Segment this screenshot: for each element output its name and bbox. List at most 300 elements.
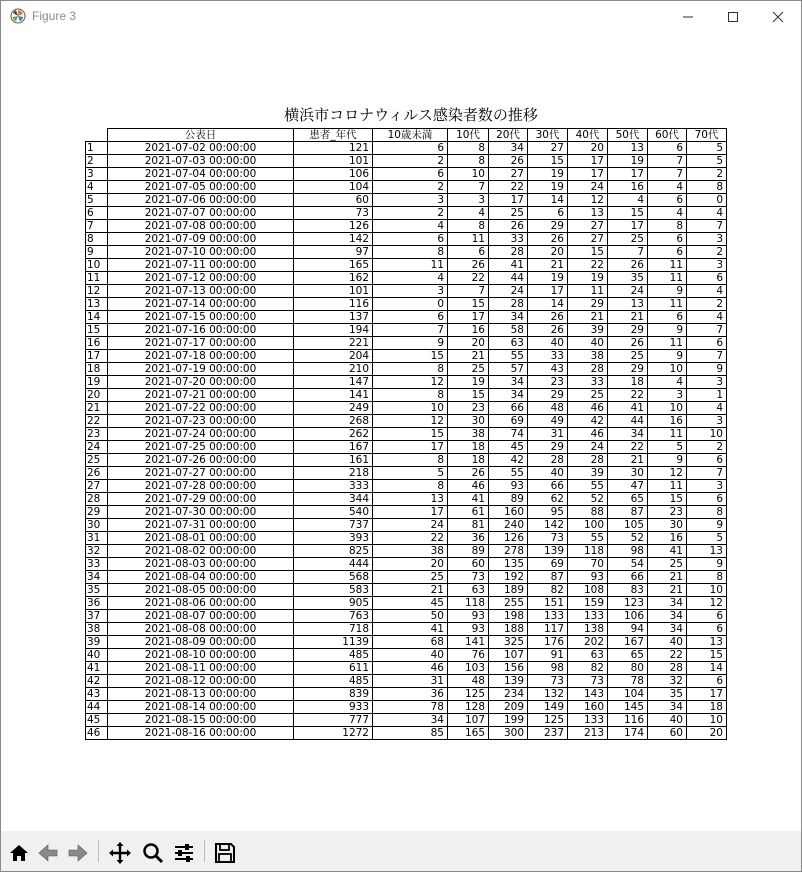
value-cell: 160 — [489, 506, 528, 519]
value-cell: 35 — [608, 272, 648, 285]
value-cell: 23 — [528, 376, 568, 389]
value-cell: 20 — [568, 142, 608, 155]
value-cell: 25 — [608, 233, 648, 246]
value-cell: 8 — [373, 246, 448, 259]
value-cell: 14 — [528, 194, 568, 207]
date-cell: 2021-07-13 00:00:00 — [108, 285, 294, 298]
row-index-cell: 9 — [86, 246, 108, 259]
value-cell: 6 — [448, 246, 489, 259]
value-cell: 57 — [489, 363, 528, 376]
header-index-cell — [86, 129, 108, 142]
value-cell: 106 — [294, 168, 373, 181]
value-cell: 7 — [687, 467, 727, 480]
row-index-cell: 19 — [86, 376, 108, 389]
table-row — [86, 701, 727, 714]
value-cell: 36 — [373, 688, 448, 701]
window-title: Figure 3 — [32, 9, 77, 23]
value-cell: 143 — [568, 688, 608, 701]
value-cell: 88 — [568, 506, 608, 519]
value-cell: 28 — [489, 246, 528, 259]
value-cell: 40 — [373, 649, 448, 662]
pan-button[interactable] — [106, 839, 134, 867]
value-cell: 40 — [528, 467, 568, 480]
value-cell: 13 — [608, 298, 648, 311]
date-cell: 2021-08-08 00:00:00 — [108, 623, 294, 636]
value-cell: 145 — [608, 701, 648, 714]
table-row — [86, 259, 727, 272]
value-cell: 19 — [528, 181, 568, 194]
value-cell: 41 — [373, 623, 448, 636]
value-cell: 73 — [448, 571, 489, 584]
value-cell: 95 — [528, 506, 568, 519]
table-row — [86, 363, 727, 376]
configure-subplots-icon — [173, 842, 195, 864]
value-cell: 34 — [489, 389, 528, 402]
value-cell: 221 — [294, 337, 373, 350]
value-cell: 611 — [294, 662, 373, 675]
value-cell: 34 — [648, 701, 687, 714]
value-cell: 189 — [489, 584, 528, 597]
toolbar-separator — [98, 840, 99, 862]
value-cell: 105 — [608, 519, 648, 532]
value-cell: 192 — [489, 571, 528, 584]
value-cell: 55 — [489, 350, 528, 363]
value-cell: 33 — [489, 233, 528, 246]
value-cell: 19 — [568, 272, 608, 285]
table-row — [86, 402, 727, 415]
value-cell: 103 — [448, 662, 489, 675]
table-row — [86, 272, 727, 285]
date-cell: 2021-07-07 00:00:00 — [108, 207, 294, 220]
minimize-button[interactable] — [665, 1, 711, 33]
value-cell: 0 — [687, 194, 727, 207]
value-cell: 7 — [448, 181, 489, 194]
value-cell: 14 — [687, 662, 727, 675]
value-cell: 9 — [648, 454, 687, 467]
value-cell: 6 — [687, 675, 727, 688]
date-cell: 2021-08-03 00:00:00 — [108, 558, 294, 571]
value-cell: 35 — [648, 688, 687, 701]
value-cell: 89 — [489, 493, 528, 506]
title-bar[interactable] — [1, 1, 801, 33]
value-cell: 32 — [648, 675, 687, 688]
value-cell: 73 — [294, 207, 373, 220]
date-cell: 2021-08-12 00:00:00 — [108, 675, 294, 688]
value-cell: 21 — [448, 350, 489, 363]
value-cell: 137 — [294, 311, 373, 324]
value-cell: 123 — [608, 597, 648, 610]
table-row — [86, 142, 727, 155]
date-cell: 2021-07-20 00:00:00 — [108, 376, 294, 389]
row-index-cell: 27 — [86, 480, 108, 493]
value-cell: 141 — [294, 389, 373, 402]
value-cell: 55 — [568, 480, 608, 493]
value-cell: 3 — [448, 194, 489, 207]
value-cell: 121 — [294, 142, 373, 155]
value-cell: 60 — [448, 558, 489, 571]
value-cell: 3 — [687, 233, 727, 246]
value-cell: 6 — [687, 610, 727, 623]
value-cell: 17 — [608, 220, 648, 233]
value-cell: 16 — [648, 532, 687, 545]
table-row — [86, 246, 727, 259]
forward-button[interactable] — [64, 839, 92, 867]
value-cell: 2 — [687, 168, 727, 181]
value-cell: 26 — [489, 220, 528, 233]
value-cell: 7 — [448, 285, 489, 298]
value-cell: 118 — [568, 545, 608, 558]
value-cell: 4 — [648, 376, 687, 389]
value-cell: 6 — [373, 168, 448, 181]
value-cell: 160 — [568, 701, 608, 714]
value-cell: 104 — [294, 181, 373, 194]
date-cell: 2021-07-21 00:00:00 — [108, 389, 294, 402]
value-cell: 11 — [648, 480, 687, 493]
value-cell: 10 — [648, 402, 687, 415]
value-cell: 7 — [687, 350, 727, 363]
value-cell: 82 — [528, 584, 568, 597]
value-cell: 8 — [373, 389, 448, 402]
date-cell: 2021-08-14 00:00:00 — [108, 701, 294, 714]
back-button[interactable] — [34, 839, 62, 867]
value-cell: 8 — [687, 571, 727, 584]
table-row — [86, 311, 727, 324]
value-cell: 44 — [489, 272, 528, 285]
value-cell: 3 — [687, 480, 727, 493]
table-row — [86, 350, 727, 363]
date-cell: 2021-07-19 00:00:00 — [108, 363, 294, 376]
value-cell: 8 — [373, 454, 448, 467]
value-cell: 107 — [489, 649, 528, 662]
row-index-cell: 22 — [86, 415, 108, 428]
table-row — [86, 285, 727, 298]
value-cell: 29 — [528, 441, 568, 454]
value-cell: 12 — [687, 597, 727, 610]
value-cell: 46 — [373, 662, 448, 675]
value-cell: 34 — [648, 610, 687, 623]
value-cell: 25 — [489, 207, 528, 220]
value-cell: 17 — [568, 168, 608, 181]
value-cell: 139 — [528, 545, 568, 558]
row-index-cell: 26 — [86, 467, 108, 480]
row-index-cell: 10 — [86, 259, 108, 272]
table-row — [86, 532, 727, 545]
value-cell: 63 — [489, 337, 528, 350]
value-cell: 7 — [608, 246, 648, 259]
value-cell: 198 — [489, 610, 528, 623]
value-cell: 159 — [568, 597, 608, 610]
date-cell: 2021-08-13 00:00:00 — [108, 688, 294, 701]
value-cell: 69 — [528, 558, 568, 571]
date-cell: 2021-07-14 00:00:00 — [108, 298, 294, 311]
value-cell: 26 — [528, 311, 568, 324]
row-index-cell: 8 — [86, 233, 108, 246]
value-cell: 29 — [528, 389, 568, 402]
value-cell: 69 — [489, 415, 528, 428]
configure-subplots-button[interactable] — [170, 839, 198, 867]
pan-icon — [108, 841, 132, 865]
date-cell: 2021-07-04 00:00:00 — [108, 168, 294, 181]
value-cell: 41 — [489, 259, 528, 272]
column-header: 60代 — [648, 129, 687, 142]
table-row — [86, 233, 727, 246]
value-cell: 16 — [608, 181, 648, 194]
data-table — [85, 128, 727, 740]
value-cell: 34 — [489, 311, 528, 324]
value-cell: 22 — [373, 532, 448, 545]
value-cell: 40 — [568, 337, 608, 350]
toolbar-separator — [204, 840, 205, 862]
date-cell: 2021-08-07 00:00:00 — [108, 610, 294, 623]
value-cell: 20 — [687, 727, 727, 740]
value-cell: 27 — [528, 142, 568, 155]
value-cell: 9 — [687, 558, 727, 571]
value-cell: 12 — [373, 415, 448, 428]
value-cell: 278 — [489, 545, 528, 558]
value-cell: 28 — [528, 454, 568, 467]
date-cell: 2021-07-11 00:00:00 — [108, 259, 294, 272]
close-button[interactable] — [755, 1, 801, 33]
value-cell: 12 — [648, 467, 687, 480]
value-cell: 66 — [489, 402, 528, 415]
value-cell: 6 — [687, 623, 727, 636]
table-row — [86, 480, 727, 493]
value-cell: 87 — [528, 571, 568, 584]
value-cell: 28 — [568, 454, 608, 467]
value-cell: 55 — [489, 467, 528, 480]
value-cell: 26 — [448, 259, 489, 272]
value-cell: 12 — [373, 376, 448, 389]
value-cell: 34 — [608, 428, 648, 441]
value-cell: 19 — [528, 168, 568, 181]
value-cell: 202 — [568, 636, 608, 649]
value-cell: 8 — [448, 142, 489, 155]
table-row — [86, 597, 727, 610]
value-cell: 36 — [448, 532, 489, 545]
table-row — [86, 207, 727, 220]
value-cell: 165 — [448, 727, 489, 740]
column-header: 30代 — [528, 129, 568, 142]
value-cell: 9 — [373, 337, 448, 350]
value-cell: 17 — [687, 688, 727, 701]
value-cell: 8 — [448, 220, 489, 233]
table-row — [86, 389, 727, 402]
value-cell: 63 — [448, 584, 489, 597]
value-cell: 48 — [528, 402, 568, 415]
table-row — [86, 558, 727, 571]
value-cell: 20 — [373, 558, 448, 571]
table-row — [86, 467, 727, 480]
value-cell: 61 — [448, 506, 489, 519]
value-cell: 19 — [608, 155, 648, 168]
table-row — [86, 298, 727, 311]
date-cell: 2021-07-25 00:00:00 — [108, 441, 294, 454]
value-cell: 6 — [687, 493, 727, 506]
value-cell: 568 — [294, 571, 373, 584]
value-cell: 540 — [294, 506, 373, 519]
row-index-cell: 3 — [86, 168, 108, 181]
value-cell: 85 — [373, 727, 448, 740]
value-cell: 8 — [648, 220, 687, 233]
date-cell: 2021-07-24 00:00:00 — [108, 428, 294, 441]
date-cell: 2021-07-15 00:00:00 — [108, 311, 294, 324]
maximize-button[interactable] — [710, 1, 756, 33]
value-cell: 17 — [528, 285, 568, 298]
value-cell: 10 — [648, 363, 687, 376]
value-cell: 26 — [608, 259, 648, 272]
value-cell: 4 — [448, 207, 489, 220]
value-cell: 151 — [528, 597, 568, 610]
date-cell: 2021-07-10 00:00:00 — [108, 246, 294, 259]
value-cell: 13 — [608, 142, 648, 155]
value-cell: 30 — [608, 467, 648, 480]
value-cell: 11 — [648, 272, 687, 285]
row-index-cell: 7 — [86, 220, 108, 233]
value-cell: 40 — [528, 337, 568, 350]
value-cell: 21 — [373, 584, 448, 597]
value-cell: 11 — [448, 233, 489, 246]
value-cell: 6 — [648, 233, 687, 246]
row-index-cell: 4 — [86, 181, 108, 194]
forward-arrow-icon — [66, 842, 90, 864]
save-icon — [214, 842, 236, 864]
value-cell: 22 — [489, 181, 528, 194]
column-header: 患者_年代 — [294, 129, 373, 142]
value-cell: 118 — [448, 597, 489, 610]
value-cell: 46 — [448, 480, 489, 493]
value-cell: 21 — [528, 259, 568, 272]
row-index-cell: 5 — [86, 194, 108, 207]
value-cell: 825 — [294, 545, 373, 558]
value-cell: 27 — [568, 233, 608, 246]
value-cell: 7 — [648, 155, 687, 168]
value-cell: 138 — [568, 623, 608, 636]
value-cell: 300 — [489, 727, 528, 740]
value-cell: 4 — [608, 194, 648, 207]
row-index-cell: 32 — [86, 545, 108, 558]
maximize-icon — [727, 11, 739, 23]
zoom-icon — [142, 842, 164, 864]
value-cell: 25 — [448, 363, 489, 376]
row-index-cell: 6 — [86, 207, 108, 220]
row-index-cell: 37 — [86, 610, 108, 623]
value-cell: 234 — [489, 688, 528, 701]
row-index-cell: 12 — [86, 285, 108, 298]
value-cell: 25 — [648, 558, 687, 571]
value-cell: 21 — [648, 584, 687, 597]
value-cell: 2 — [687, 246, 727, 259]
value-cell: 101 — [294, 155, 373, 168]
value-cell: 344 — [294, 493, 373, 506]
value-cell: 10 — [687, 714, 727, 727]
date-cell: 2021-07-31 00:00:00 — [108, 519, 294, 532]
value-cell: 22 — [448, 272, 489, 285]
value-cell: 149 — [528, 701, 568, 714]
value-cell: 133 — [528, 610, 568, 623]
value-cell: 74 — [489, 428, 528, 441]
table-row — [86, 337, 727, 350]
row-index-cell: 30 — [86, 519, 108, 532]
value-cell: 30 — [448, 415, 489, 428]
table-row — [86, 493, 727, 506]
value-cell: 62 — [528, 493, 568, 506]
value-cell: 444 — [294, 558, 373, 571]
date-cell: 2021-07-28 00:00:00 — [108, 480, 294, 493]
table-header-row — [86, 129, 727, 142]
value-cell: 54 — [608, 558, 648, 571]
value-cell: 583 — [294, 584, 373, 597]
value-cell: 6 — [648, 246, 687, 259]
value-cell: 60 — [648, 727, 687, 740]
value-cell: 13 — [687, 545, 727, 558]
value-cell: 78 — [373, 701, 448, 714]
value-cell: 6 — [687, 454, 727, 467]
value-cell: 65 — [608, 649, 648, 662]
table-row — [86, 727, 727, 740]
value-cell: 133 — [568, 714, 608, 727]
value-cell: 5 — [687, 142, 727, 155]
value-cell: 44 — [608, 415, 648, 428]
value-cell: 10 — [687, 584, 727, 597]
value-cell: 91 — [528, 649, 568, 662]
value-cell: 839 — [294, 688, 373, 701]
value-cell: 209 — [489, 701, 528, 714]
row-index-cell: 2 — [86, 155, 108, 168]
value-cell: 25 — [568, 389, 608, 402]
value-cell: 165 — [294, 259, 373, 272]
value-cell: 100 — [568, 519, 608, 532]
row-index-cell: 40 — [86, 649, 108, 662]
value-cell: 10 — [687, 428, 727, 441]
value-cell: 9 — [648, 350, 687, 363]
value-cell: 135 — [489, 558, 528, 571]
value-cell: 17 — [373, 441, 448, 454]
value-cell: 55 — [568, 532, 608, 545]
value-cell: 1139 — [294, 636, 373, 649]
value-cell: 763 — [294, 610, 373, 623]
value-cell: 108 — [568, 584, 608, 597]
value-cell: 210 — [294, 363, 373, 376]
zoom-button[interactable] — [139, 839, 167, 867]
value-cell: 6 — [648, 194, 687, 207]
date-cell: 2021-08-04 00:00:00 — [108, 571, 294, 584]
value-cell: 128 — [448, 701, 489, 714]
value-cell: 2 — [373, 155, 448, 168]
home-button[interactable] — [5, 839, 33, 867]
value-cell: 21 — [648, 571, 687, 584]
save-button[interactable] — [211, 839, 239, 867]
value-cell: 22 — [648, 649, 687, 662]
value-cell: 41 — [648, 545, 687, 558]
value-cell: 5 — [687, 532, 727, 545]
value-cell: 325 — [489, 636, 528, 649]
value-cell: 19 — [528, 272, 568, 285]
value-cell: 40 — [648, 636, 687, 649]
value-cell: 26 — [489, 155, 528, 168]
value-cell: 2 — [373, 181, 448, 194]
back-arrow-icon — [36, 842, 60, 864]
date-cell: 2021-08-10 00:00:00 — [108, 649, 294, 662]
column-header: 50代 — [608, 129, 648, 142]
table-row — [86, 376, 727, 389]
row-index-cell: 13 — [86, 298, 108, 311]
row-index-cell: 44 — [86, 701, 108, 714]
value-cell: 2 — [373, 207, 448, 220]
table-row — [86, 571, 727, 584]
value-cell: 16 — [448, 324, 489, 337]
value-cell: 117 — [528, 623, 568, 636]
date-cell: 2021-07-26 00:00:00 — [108, 454, 294, 467]
